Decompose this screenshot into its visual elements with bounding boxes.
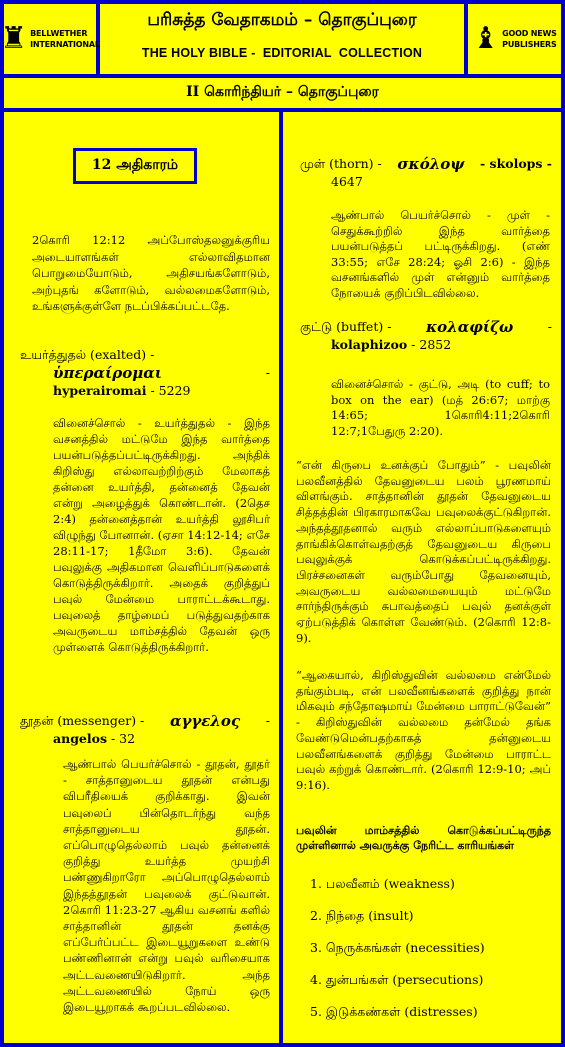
- term-messenger-number: - 32: [107, 731, 136, 746]
- term-messenger-dash: -: [265, 713, 270, 728]
- term-thorn-greek: σκόλοψ: [397, 155, 465, 173]
- chapter-box: 12 அதிகாரம்: [73, 148, 197, 184]
- term-messenger-body: ஆண்பால் பெயர்ச்சொல் - தூதன், தூதர் - சாத்தானுடைய தூதன் என்பது விபரீதியைக் குறிக்காது. இவன் பவுலைப் பின்தொடர்ந்து வந்த சாத்தானுடைய தூதன். எப்பொழுதெல்லாம் பவுல் தன்னைக் குறித்து உயர்த்த முயற்சி பண்ணுகிறாரோ அப்பொழுதெல்லாம் இந்தத்தூதன் பவுலைக் குட்டுவான். 2கொரி 11:23-27 ஆகிய வசனங் களில் சாத்தானின் தூதன் தனக்கு எப்பேர்ப்பட்ட இடையூறுகளை உண்டு பண்ணினான் என்று பவுல் வரிசையாக அட்டவணையிடுகிறார். அந்த அட்டவணையில் நோய் ஒரு இடையூறாகக் கூறப்படவில்லை.: [63, 757, 270, 1015]
- power-paragraph: “ஆகையால், கிறிஸ்துவின் வல்லமை என்மேல் தங்கும்படி, என் பலவீனங்களைக் குறித்து நான் மிகவும் சந்தோஷமாய் மேன்மை பாராட்டுவேன்” - கிறிஸ்துவின் வல்லமை தன்மேல் தங்க வேண்டுமென்பதற்காகத் தன்னுடைய பலவீனங்களைக் குறித்து மேன்மை பாராட்ட பவுல் கற்றுக் கொண்டார். (2கொரி 12:9-10; அப் 9:16).: [296, 668, 551, 792]
- list-heading: பவுலின் மாம்சத்தில் கொடுக்கப்பட்டிருந்த முள்ளினால் அவருக்கு நேரிட்ட காரியங்கள்: [296, 824, 551, 852]
- list-item: 4. துன்பங்கள் (persecutions): [310, 972, 484, 987]
- term-messenger-head: [20, 712, 270, 730]
- term-messenger-label: தூதன் (messenger) -: [20, 713, 145, 728]
- term-thorn-label: முள் (thorn) -: [300, 156, 382, 171]
- term-buffet: [300, 318, 552, 354]
- term-messenger-roman: angelos: [53, 731, 108, 746]
- lamb-icon: ♜: [0, 21, 28, 56]
- grace-paragraph: “என் கிருபை உனக்குப் போதும்” - பவுலின் பலவீனத்தில் தேவனுடைய பலம் பூரணமாய் விளங்கும். சாத்தானின் தூதன் தேவனுடைய சித்தத்தின் பிரகாரமாகவே பவுலைக்குட்டுகிறான். அந்தத்தூதனால் வரும் எல்லாப்பாடுகளையும் தாங்கிக்கொள்வதற்குத் தேவனுடைய கிருபை பவுலுக்குக் கொடுக்கப்பட்டிருக்கிறது. பிரச்சனைகள் வரும்போது தேவனையும், அவருடைய வல்லமையையும் மட்டுமே சார்ந்திருக்கும் சுபாவத்தைப் பவுல் தனக்குள் ஏற்படுத்திக் கொள்ள வேண்டும். (2கொரி 12:8-9).: [296, 458, 551, 645]
- thorn-effects-list: [310, 868, 550, 1028]
- term-messenger: [20, 712, 270, 748]
- term-thorn-roman: - skolops -: [480, 156, 552, 171]
- term-buffet-roman-line: [300, 336, 552, 354]
- term-buffet-number: - 2852: [407, 337, 452, 352]
- term-messenger-roman-line: [20, 730, 270, 748]
- bellwether-logo-line2: INTERNATIONAL: [30, 40, 100, 49]
- term-exalted-greek-line: [20, 364, 270, 382]
- bellwether-logo-line1: BELLWETHER: [30, 29, 88, 38]
- figure-icon: ♝: [472, 21, 500, 56]
- term-exalted-label: உயர்த்துதல் (exalted) -: [20, 347, 155, 362]
- term-thorn: [300, 155, 552, 191]
- term-buffet-label: குட்டு (buffet) -: [300, 319, 392, 334]
- list-item: 5. இடுக்கண்கள் (distresses): [310, 1004, 478, 1019]
- book-subtitle: II கொரிந்தியர் – தொகுப்புரை: [186, 84, 379, 100]
- title-tamil: பரிசுத்த வேதாகமம் – தொகுப்புரை: [147, 10, 417, 30]
- term-thorn-number: 4647: [331, 174, 363, 189]
- term-exalted-dash: -: [265, 365, 270, 380]
- term-buffet-greek: κολαφίζω: [425, 318, 514, 336]
- list-item: 2. நிந்தை (insult): [310, 908, 414, 923]
- term-exalted-head: [20, 346, 270, 364]
- term-buffet-roman: kolaphizoo: [331, 337, 408, 352]
- term-buffet-head: [300, 318, 552, 336]
- bellwether-logo-text: [30, 28, 100, 50]
- term-exalted-greek: ὑπεραίρομαι: [53, 364, 163, 382]
- term-exalted-number: - 5229: [146, 383, 191, 398]
- list-item: 3. நெருக்கங்கள் (necessities): [310, 940, 485, 955]
- term-thorn-body: ஆண்பால் பெயர்ச்சொல் - முள் - செதுக்கூற்றில் இந்த வார்த்தை பயன்படுத்தப் பட்டிருக்கிறது. (எண் 33:55; எசே 28:24; ஓசி 2:6) - இந்த வசனங்களில் முள் என்னும் வார்த்தை நோயைக் குறிப்பிடவில்லை.: [331, 208, 550, 300]
- term-messenger-greek: αγγελος: [169, 712, 241, 730]
- good-news-logo-line1: GOOD NEWS: [502, 29, 557, 38]
- term-exalted-roman-line: [20, 382, 270, 400]
- good-news-logo-text: [502, 28, 557, 50]
- term-exalted-roman: hyperairomai: [53, 383, 147, 398]
- bellwether-logo: [0, 4, 100, 74]
- list-item: 1. பலவீனம் (weakness): [310, 876, 455, 891]
- term-exalted: [20, 346, 270, 400]
- good-news-logo: [468, 4, 561, 74]
- title-english: THE HOLY BIBLE - EDITORIAL COLLECTION: [141, 46, 423, 60]
- term-buffet-dash: -: [547, 319, 552, 334]
- term-exalted-body: வினைச்சொல் - உயர்த்துதல் - இந்த வசனத்தில் மட்டுமே இந்த வார்த்தை பயன்படுத்தப்பட்டிருக்கிறது. அந்திக் கிறிஸ்து எல்லாவற்றிற்கும் மேலாகத் தன்னை உயர்த்தி, தன்னைத் தேவன் என்று அழைத்துக் கொண்டான். (2தெச 2:4) தன்னைத்தான் உயர்த்தி லூசிபர் விழுந்து போனான். (ஏசா 14:12-14; எசே 28:11-17; 1தீமோ 3:6). தேவன் பவுலுக்கு அதிகமான வெளிப்பாடுகளைக் கொடுத்திருக்கிறார். அதைக் குறித்துப் பவுல் மேன்மை பாராட்டக்கூடாது. பவுலைத் தாழ்மைப் படுத்துவதற்காக அவருடைய மாம்சத்தில் தேவன் ஒரு முள்ளைக் கொடுத்திருக்கிறார்.: [53, 416, 270, 654]
- term-buffet-body: வினைச்சொல் - குட்டு, அடி (to cuff; to box on the ear) (மத் 26:67; மாற்கு 14:65; 1கொரி4:11;2கொரி 12:7;1பேதுரு 2:20).: [331, 377, 550, 438]
- term-thorn-head: [300, 155, 552, 173]
- title-block: [100, 4, 464, 74]
- good-news-logo-line2: PUBLISHERS: [502, 40, 557, 49]
- intro-verse: 2கொரி 12:12 அப்போஸ்தலனுக்குரிய அடையாளங்கள் எல்லாவிதமான பொறுமையோடும், அதிசயங்களோடும், அற்புதங் களோடும், வல்லமைகளோடும், உங்களுக்குள்ளே நடப்பிக்கப்பட்டதே.: [32, 233, 270, 313]
